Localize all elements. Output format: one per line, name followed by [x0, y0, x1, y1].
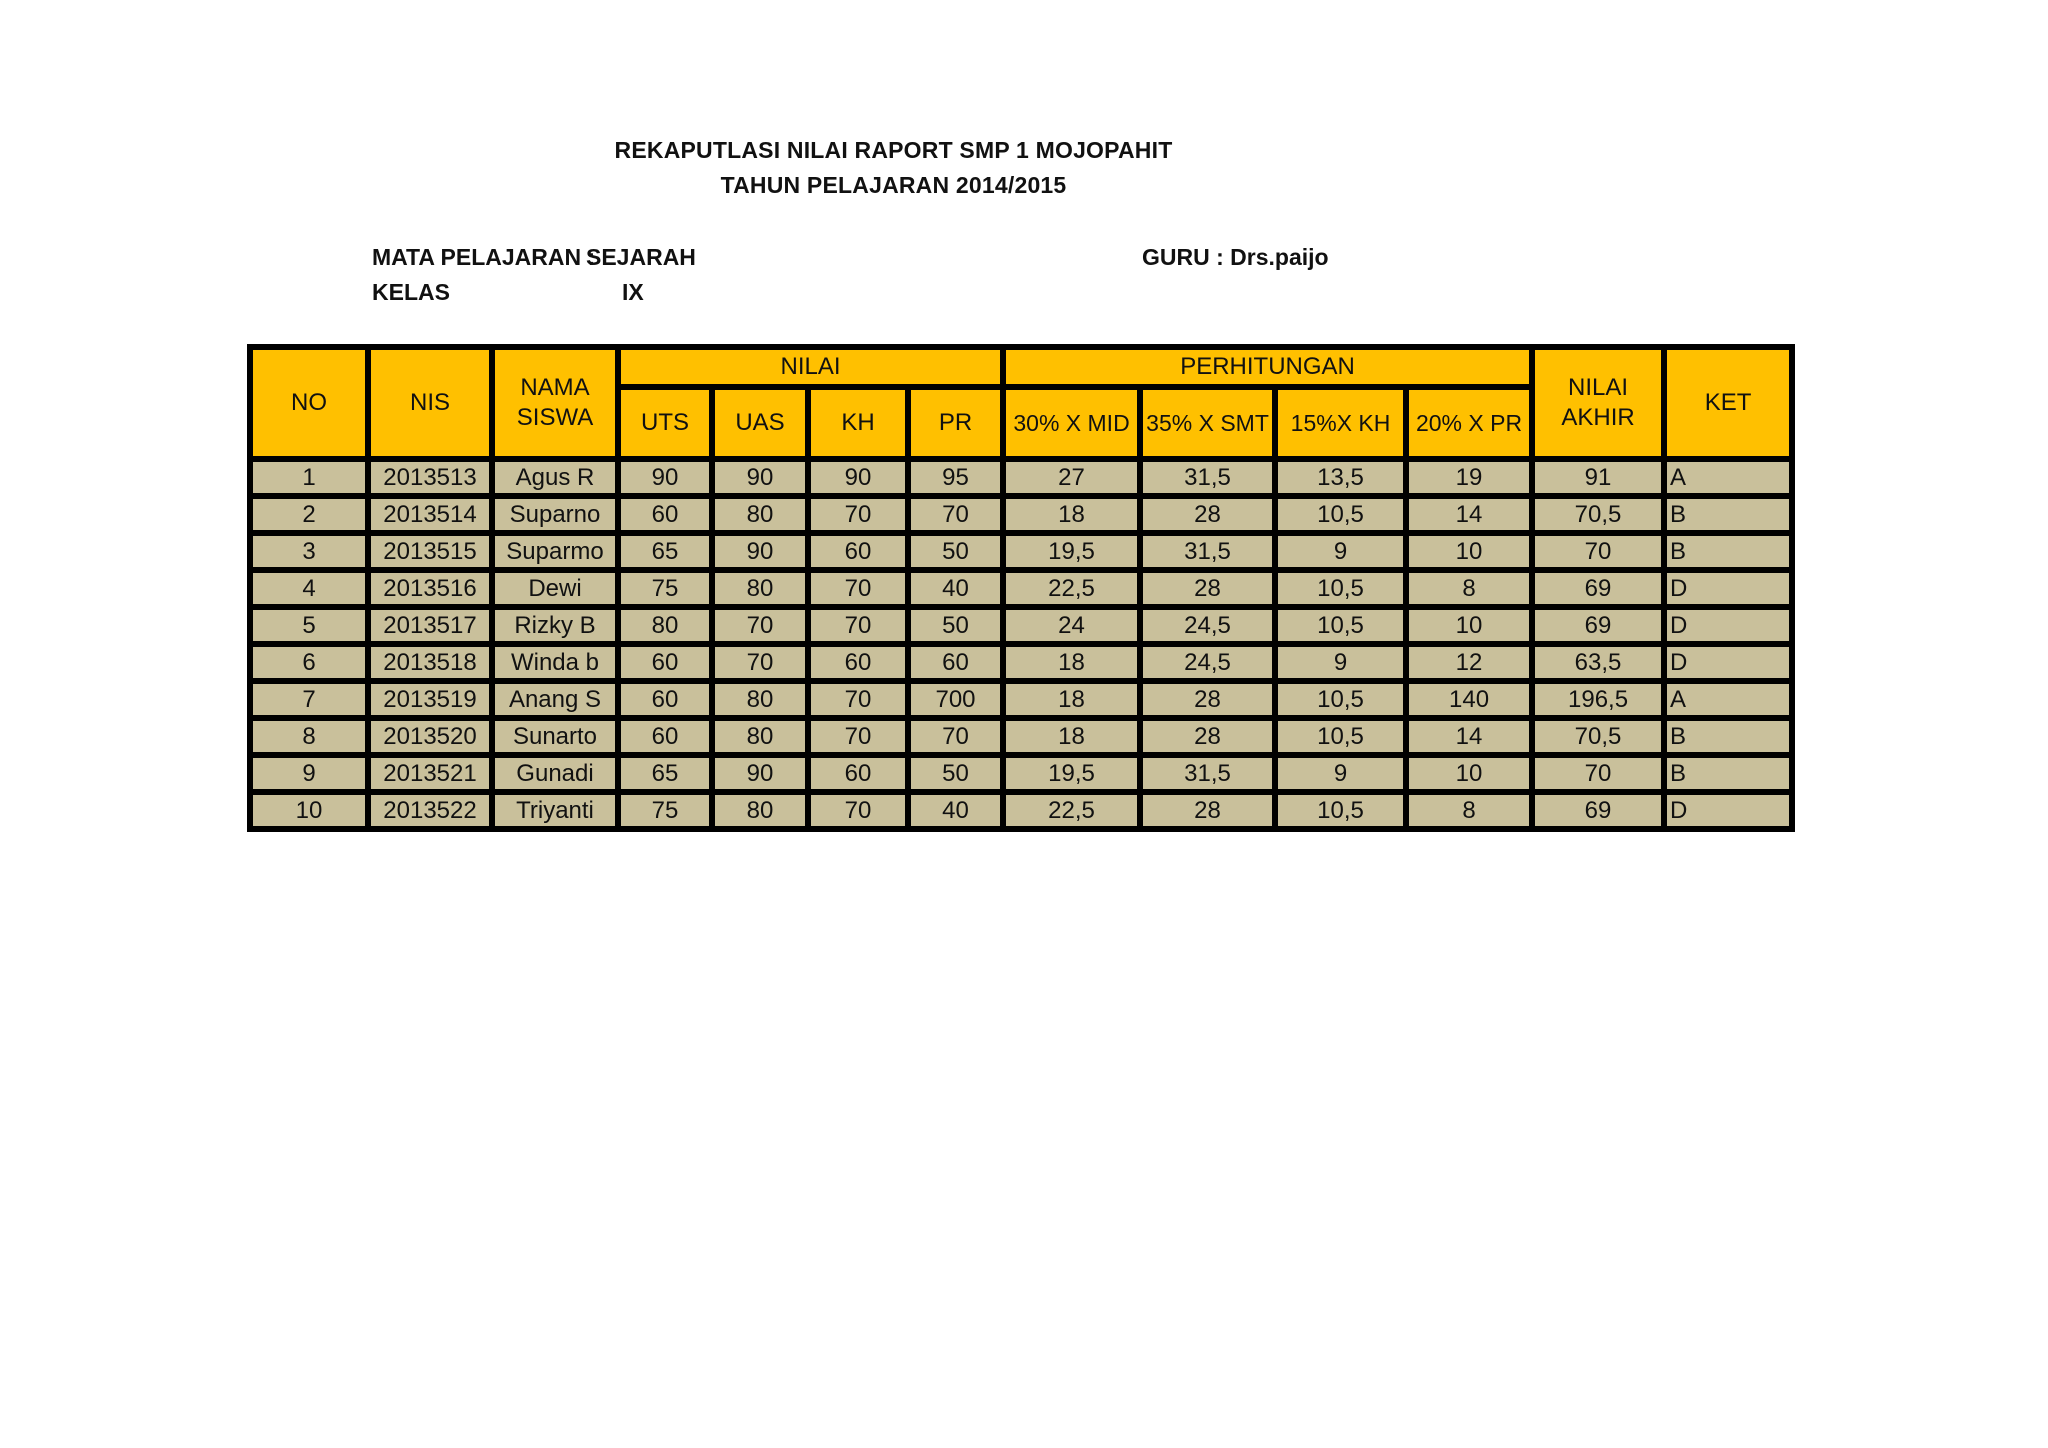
- header-15-kh: 15%X KH: [1275, 387, 1406, 459]
- row-20-pr: 14: [1406, 496, 1532, 533]
- class-label: KELAS: [372, 279, 450, 305]
- row-uas: 80: [712, 718, 808, 755]
- document-title: REKAPUTLASI NILAI RAPORT SMP 1 MOJOPAHIT: [614, 137, 1173, 163]
- row-ket: A: [1664, 459, 1792, 496]
- table-row: [250, 607, 1792, 644]
- row-35-smt: 24,5: [1140, 607, 1275, 644]
- header-30-mid: 30% X MID: [1003, 387, 1140, 459]
- row-30-mid: 19,5: [1003, 755, 1140, 792]
- header-nis: NIS: [368, 347, 492, 459]
- row-15-kh: 9: [1275, 755, 1406, 792]
- row-student-name: Suparno: [492, 496, 618, 533]
- row-pr: 50: [908, 755, 1003, 792]
- row-uas: 80: [712, 681, 808, 718]
- row-15-kh: 13,5: [1275, 459, 1406, 496]
- table-row: [250, 718, 1792, 755]
- row-nis: 2013517: [368, 607, 492, 644]
- row-nilai-akhir: 70: [1532, 755, 1664, 792]
- row-30-mid: 18: [1003, 644, 1140, 681]
- row-uas: 80: [712, 496, 808, 533]
- row-student-name: Dewi: [492, 570, 618, 607]
- header-35-smt: 35% X SMT: [1140, 387, 1275, 459]
- header-ket: KET: [1664, 347, 1792, 459]
- row-20-pr: 10: [1406, 533, 1532, 570]
- header-no: NO: [250, 347, 368, 459]
- row-nis: 2013521: [368, 755, 492, 792]
- row-no: 8: [250, 718, 368, 755]
- row-uts: 80: [618, 607, 712, 644]
- row-20-pr: 10: [1406, 755, 1532, 792]
- row-kh: 70: [808, 718, 908, 755]
- row-student-name: Anang S: [492, 681, 618, 718]
- row-pr: 70: [908, 496, 1003, 533]
- row-nilai-akhir: 69: [1532, 792, 1664, 829]
- row-30-mid: 18: [1003, 718, 1140, 755]
- row-student-name: Triyanti: [492, 792, 618, 829]
- row-ket: B: [1664, 533, 1792, 570]
- row-nilai-akhir: 69: [1532, 607, 1664, 644]
- header-uts: UTS: [618, 387, 712, 459]
- row-uts: 65: [618, 533, 712, 570]
- row-student-name: Gunadi: [492, 755, 618, 792]
- row-kh: 60: [808, 755, 908, 792]
- table-row: [250, 755, 1792, 792]
- header-perhitungan-group: PERHITUNGAN: [1003, 347, 1532, 387]
- row-uts: 60: [618, 644, 712, 681]
- row-kh: 60: [808, 644, 908, 681]
- row-nilai-akhir: 70,5: [1532, 496, 1664, 533]
- row-30-mid: 27: [1003, 459, 1140, 496]
- grades-table: [247, 344, 1795, 832]
- row-pr: 70: [908, 718, 1003, 755]
- row-nilai-akhir: 70: [1532, 533, 1664, 570]
- row-no: 5: [250, 607, 368, 644]
- row-uts: 90: [618, 459, 712, 496]
- row-kh: 70: [808, 792, 908, 829]
- header-20-pr: 20% X PR: [1406, 387, 1532, 459]
- row-uas: 90: [712, 755, 808, 792]
- row-ket: A: [1664, 681, 1792, 718]
- row-20-pr: 14: [1406, 718, 1532, 755]
- row-uas: 70: [712, 607, 808, 644]
- grades-body: [250, 459, 1792, 829]
- header-row-group: [250, 347, 1792, 387]
- row-uas: 90: [712, 459, 808, 496]
- row-nis: 2013514: [368, 496, 492, 533]
- row-kh: 70: [808, 681, 908, 718]
- class-value: IX: [622, 279, 644, 305]
- document-subtitle: TAHUN PELAJARAN 2014/2015: [720, 172, 1067, 198]
- row-35-smt: 31,5: [1140, 533, 1275, 570]
- row-pr: 60: [908, 644, 1003, 681]
- row-nis: 2013519: [368, 681, 492, 718]
- row-nis: 2013515: [368, 533, 492, 570]
- row-pr: 50: [908, 533, 1003, 570]
- subject-label: MATA PELAJARAN :: [372, 244, 596, 270]
- row-20-pr: 12: [1406, 644, 1532, 681]
- row-15-kh: 10,5: [1275, 607, 1406, 644]
- row-nilai-akhir: 70,5: [1532, 718, 1664, 755]
- table-row: [250, 792, 1792, 829]
- row-pr: 95: [908, 459, 1003, 496]
- table-row: [250, 496, 1792, 533]
- row-20-pr: 140: [1406, 681, 1532, 718]
- header-uas: UAS: [712, 387, 808, 459]
- header-pr: PR: [908, 387, 1003, 459]
- row-uts: 75: [618, 792, 712, 829]
- row-ket: D: [1664, 607, 1792, 644]
- row-kh: 70: [808, 496, 908, 533]
- row-35-smt: 31,5: [1140, 755, 1275, 792]
- row-15-kh: 9: [1275, 533, 1406, 570]
- row-15-kh: 10,5: [1275, 496, 1406, 533]
- row-20-pr: 10: [1406, 607, 1532, 644]
- row-ket: B: [1664, 718, 1792, 755]
- row-no: 2: [250, 496, 368, 533]
- row-35-smt: 28: [1140, 496, 1275, 533]
- row-pr: 700: [908, 681, 1003, 718]
- row-nis: 2013518: [368, 644, 492, 681]
- row-ket: D: [1664, 644, 1792, 681]
- row-nilai-akhir: 196,5: [1532, 681, 1664, 718]
- row-ket: D: [1664, 792, 1792, 829]
- row-no: 4: [250, 570, 368, 607]
- row-15-kh: 10,5: [1275, 718, 1406, 755]
- table-row: [250, 533, 1792, 570]
- row-ket: D: [1664, 570, 1792, 607]
- row-no: 10: [250, 792, 368, 829]
- row-no: 9: [250, 755, 368, 792]
- row-20-pr: 8: [1406, 570, 1532, 607]
- row-pr: 40: [908, 792, 1003, 829]
- row-30-mid: 22,5: [1003, 570, 1140, 607]
- row-30-mid: 18: [1003, 681, 1140, 718]
- table-row: [250, 570, 1792, 607]
- row-nilai-akhir: 63,5: [1532, 644, 1664, 681]
- row-nilai-akhir: 91: [1532, 459, 1664, 496]
- row-kh: 70: [808, 570, 908, 607]
- row-no: 1: [250, 459, 368, 496]
- row-20-pr: 19: [1406, 459, 1532, 496]
- row-30-mid: 19,5: [1003, 533, 1140, 570]
- row-kh: 60: [808, 533, 908, 570]
- table-row: [250, 681, 1792, 718]
- row-student-name: Suparmo: [492, 533, 618, 570]
- row-uts: 60: [618, 718, 712, 755]
- row-nis: 2013513: [368, 459, 492, 496]
- row-uas: 90: [712, 533, 808, 570]
- row-pr: 50: [908, 607, 1003, 644]
- row-35-smt: 28: [1140, 681, 1275, 718]
- row-15-kh: 10,5: [1275, 681, 1406, 718]
- row-35-smt: 24,5: [1140, 644, 1275, 681]
- row-15-kh: 10,5: [1275, 570, 1406, 607]
- row-student-name: Agus R: [492, 459, 618, 496]
- row-35-smt: 28: [1140, 792, 1275, 829]
- row-nis: 2013522: [368, 792, 492, 829]
- row-30-mid: 22,5: [1003, 792, 1140, 829]
- row-no: 3: [250, 533, 368, 570]
- row-student-name: Rizky B: [492, 607, 618, 644]
- row-30-mid: 18: [1003, 496, 1140, 533]
- header-nilai-akhir: NILAI AKHIR: [1532, 347, 1664, 459]
- header-kh: KH: [808, 387, 908, 459]
- header-nilai-group: NILAI: [618, 347, 1003, 387]
- row-30-mid: 24: [1003, 607, 1140, 644]
- row-ket: B: [1664, 755, 1792, 792]
- row-student-name: Winda b: [492, 644, 618, 681]
- row-pr: 40: [908, 570, 1003, 607]
- row-35-smt: 28: [1140, 718, 1275, 755]
- table-row: [250, 644, 1792, 681]
- row-nis: 2013516: [368, 570, 492, 607]
- table-row: [250, 459, 1792, 496]
- row-kh: 90: [808, 459, 908, 496]
- row-20-pr: 8: [1406, 792, 1532, 829]
- row-nis: 2013520: [368, 718, 492, 755]
- row-uts: 60: [618, 681, 712, 718]
- row-student-name: Sunarto: [492, 718, 618, 755]
- row-35-smt: 28: [1140, 570, 1275, 607]
- row-no: 6: [250, 644, 368, 681]
- row-ket: B: [1664, 496, 1792, 533]
- row-uas: 70: [712, 644, 808, 681]
- row-35-smt: 31,5: [1140, 459, 1275, 496]
- row-15-kh: 9: [1275, 644, 1406, 681]
- teacher-label: GURU : Drs.paijo: [1142, 244, 1329, 270]
- row-nilai-akhir: 69: [1532, 570, 1664, 607]
- row-uas: 80: [712, 792, 808, 829]
- row-kh: 70: [808, 607, 908, 644]
- header-nama-siswa: NAMA SISWA: [492, 347, 618, 459]
- row-15-kh: 10,5: [1275, 792, 1406, 829]
- row-uts: 60: [618, 496, 712, 533]
- row-no: 7: [250, 681, 368, 718]
- row-uts: 65: [618, 755, 712, 792]
- row-uts: 75: [618, 570, 712, 607]
- subject-value: SEJARAH: [586, 244, 696, 270]
- row-uas: 80: [712, 570, 808, 607]
